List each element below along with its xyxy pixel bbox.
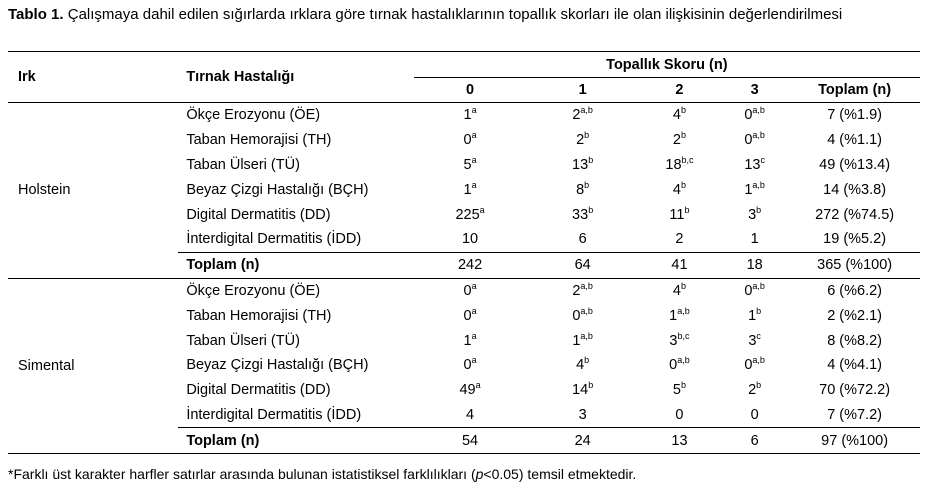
score-2-cell-value: 11 <box>669 206 685 223</box>
score-2-cell-value: 4 <box>672 181 681 198</box>
total-score-1: 24 <box>526 428 639 454</box>
score-2-cell-value: 3 <box>669 332 678 349</box>
score-3-cell <box>720 278 789 303</box>
score-3-cell-value: 13 <box>744 156 761 173</box>
total-cell: 7 (%1.9) <box>827 107 883 124</box>
score-2-cell <box>639 378 720 403</box>
score-0-cell <box>414 202 527 227</box>
total-cell: 272 (%74.5) <box>815 206 895 223</box>
score-2-cell-value: 4 <box>672 282 681 299</box>
score-1-cell-superscript: a,b <box>580 305 593 316</box>
score-1-cell <box>526 303 639 328</box>
disease-cell: Digital Dermatitis (DD) <box>186 382 331 399</box>
disease-cell: İnterdigital Dermatitis (İDD) <box>186 231 362 248</box>
total-score-3: 6 <box>720 428 789 454</box>
score-0-cell-value: 225 <box>455 206 480 223</box>
total-cell: 7 (%7.2) <box>827 406 883 423</box>
score-0-cell <box>414 328 527 353</box>
score-1-cell-value: 2 <box>576 132 585 149</box>
score-3-cell <box>720 103 789 128</box>
table-row <box>8 103 920 128</box>
score-0-cell <box>414 378 527 403</box>
score-1-cell <box>526 103 639 128</box>
score-2-cell-superscript: b <box>680 380 686 391</box>
score-2-cell-value: 2 <box>672 132 681 149</box>
score-3-cell-value: 1 <box>748 307 757 324</box>
score-0-cell <box>414 128 527 153</box>
score-0-cell-superscript: a <box>471 330 477 341</box>
score-3-cell <box>720 303 789 328</box>
score-1-cell-superscript: b <box>584 355 590 366</box>
score-3-cell <box>720 153 789 178</box>
score-2-cell-value: 0 <box>675 406 684 423</box>
table-label: Tablo 1. <box>8 6 64 23</box>
score-2-cell-value: 5 <box>672 382 681 399</box>
total-label: Toplam (n) <box>178 252 413 278</box>
score-2-cell <box>639 403 720 428</box>
score-0-cell <box>414 353 527 378</box>
header-row-1 <box>8 52 920 78</box>
score-1-cell <box>526 128 639 153</box>
breed-cell: Simental <box>8 278 178 454</box>
score-2-cell <box>639 303 720 328</box>
footnote <box>8 466 636 482</box>
score-0-cell-superscript: a <box>479 204 485 215</box>
disease-cell: Digital Dermatitis (DD) <box>186 206 331 223</box>
score-2-cell-superscript: b <box>684 204 690 215</box>
score-3-cell-value: 0 <box>744 282 753 299</box>
score-0-cell-superscript: a <box>471 355 477 366</box>
score-0-cell-superscript: a <box>475 380 481 391</box>
table-caption <box>8 6 920 24</box>
score-3-cell-superscript: a,b <box>752 280 765 291</box>
total-cell: 2 (%2.1) <box>827 307 883 324</box>
total-score-3: 18 <box>720 252 789 278</box>
score-0-cell-superscript: a <box>471 179 477 190</box>
score-1-cell <box>526 227 639 252</box>
score-3-cell <box>720 177 789 202</box>
score-0-cell-superscript: a <box>471 305 477 316</box>
score-2-cell <box>639 353 720 378</box>
score-3-cell-superscript: b <box>756 380 762 391</box>
score-0-cell <box>414 403 527 428</box>
header-score-0: 0 <box>414 78 527 103</box>
footnote-after: <0.05) temsil etmektedir. <box>483 466 637 482</box>
total-cell: 49 (%13.4) <box>819 156 891 173</box>
score-0-cell-value: 1 <box>463 332 472 349</box>
score-1-cell-superscript: a,b <box>580 280 593 291</box>
score-3-cell-value: 0 <box>744 107 753 124</box>
score-0-cell <box>414 177 527 202</box>
total-overall: 97 (%100) <box>789 428 920 454</box>
score-1-cell-value: 2 <box>572 282 581 299</box>
header-breed: Irk <box>8 52 178 103</box>
score-2-cell <box>639 278 720 303</box>
score-2-cell <box>639 103 720 128</box>
score-1-cell-superscript: b <box>584 130 590 141</box>
score-2-cell-value: 1 <box>669 307 678 324</box>
score-3-cell-value: 3 <box>748 206 757 223</box>
score-3-cell <box>720 227 789 252</box>
score-2-cell-superscript: b <box>680 130 686 141</box>
disease-cell: Taban Ülseri (TÜ) <box>186 156 300 173</box>
disease-cell: Beyaz Çizgi Hastalığı (BÇH) <box>186 357 369 374</box>
score-2-cell-superscript: a,b <box>677 355 690 366</box>
disease-cell: Ökçe Erozyonu (ÖE) <box>186 282 321 299</box>
lameness-table <box>8 51 920 454</box>
score-1-cell-value: 1 <box>572 332 581 349</box>
score-0-cell-value: 49 <box>459 382 476 399</box>
header-total: Toplam (n) <box>789 78 920 103</box>
score-3-cell <box>720 202 789 227</box>
score-3-cell-superscript: a,b <box>752 179 765 190</box>
disease-cell: Taban Hemorajisi (TH) <box>186 132 332 149</box>
score-2-cell-value: 2 <box>675 231 684 248</box>
score-1-cell-value: 4 <box>576 357 585 374</box>
score-0-cell-value: 0 <box>463 282 472 299</box>
score-2-cell-superscript: a,b <box>677 305 690 316</box>
score-1-cell-superscript: a,b <box>580 105 593 116</box>
score-2-cell-value: 4 <box>672 107 681 124</box>
score-1-cell <box>526 328 639 353</box>
score-0-cell-superscript: a <box>471 154 477 165</box>
score-2-cell-superscript: b <box>680 105 686 116</box>
score-2-cell <box>639 202 720 227</box>
total-score-0: 54 <box>414 428 527 454</box>
score-0-cell-value: 1 <box>463 181 472 198</box>
footnote-before: *Farklı üst karakter harfler satırlar arasında bulunan istatistiksel farklılıkları ( <box>8 466 476 482</box>
disease-cell: İnterdigital Dermatitis (İDD) <box>186 406 362 423</box>
disease-cell: Taban Ülseri (TÜ) <box>186 332 300 349</box>
score-3-cell-superscript: b <box>756 305 762 316</box>
score-1-cell <box>526 177 639 202</box>
header-score-2: 2 <box>639 78 720 103</box>
score-1-cell <box>526 202 639 227</box>
score-0-cell-value: 10 <box>461 231 479 248</box>
score-3-cell-superscript: a,b <box>752 355 765 366</box>
total-cell: 4 (%4.1) <box>827 357 883 374</box>
score-3-cell-value: 1 <box>744 181 753 198</box>
score-0-cell-superscript: a <box>471 280 477 291</box>
total-cell: 8 (%8.2) <box>827 332 883 349</box>
score-3-cell-superscript: a,b <box>752 105 765 116</box>
total-cell: 6 (%6.2) <box>827 282 883 299</box>
total-label: Toplam (n) <box>178 428 413 454</box>
footnote-p: p <box>475 466 484 482</box>
score-1-cell-value: 8 <box>576 181 585 198</box>
score-3-cell-value: 3 <box>748 332 757 349</box>
table-row <box>8 278 920 303</box>
score-1-cell-superscript: a,b <box>580 330 593 341</box>
score-1-cell <box>526 278 639 303</box>
header-score-group: Topallık Skoru (n) <box>414 52 920 78</box>
total-score-2: 41 <box>639 252 720 278</box>
score-3-cell <box>720 403 789 428</box>
score-3-cell <box>720 328 789 353</box>
score-1-cell-value: 6 <box>578 231 587 248</box>
score-1-cell-value: 2 <box>572 107 581 124</box>
score-3-cell-value: 1 <box>750 231 759 248</box>
score-1-cell <box>526 153 639 178</box>
score-2-cell-superscript: b <box>680 179 686 190</box>
score-0-cell <box>414 153 527 178</box>
score-2-cell <box>639 177 720 202</box>
header-score-1: 1 <box>526 78 639 103</box>
score-1-cell-value: 13 <box>572 156 589 173</box>
score-1-cell <box>526 378 639 403</box>
score-2-cell <box>639 227 720 252</box>
breed-cell: Holstein <box>8 103 178 279</box>
score-2-cell-superscript: b,c <box>681 154 694 165</box>
score-2-cell <box>639 328 720 353</box>
disease-cell: Ökçe Erozyonu (ÖE) <box>186 107 321 124</box>
score-1-cell-value: 33 <box>572 206 589 223</box>
total-score-0: 242 <box>414 252 527 278</box>
score-3-cell <box>720 378 789 403</box>
score-3-cell <box>720 128 789 153</box>
score-1-cell-superscript: b <box>584 179 590 190</box>
score-2-cell-superscript: b,c <box>677 330 690 341</box>
score-3-cell-superscript: c <box>756 330 761 341</box>
total-score-1: 64 <box>526 252 639 278</box>
score-3-cell-superscript: a,b <box>752 130 765 141</box>
score-0-cell <box>414 227 527 252</box>
score-0-cell-value: 5 <box>463 156 472 173</box>
score-3-cell-superscript: c <box>760 154 765 165</box>
score-0-cell-superscript: a <box>471 105 477 116</box>
score-1-cell-superscript: b <box>588 204 594 215</box>
total-cell: 14 (%3.8) <box>823 181 887 198</box>
score-0-cell-value: 0 <box>463 132 472 149</box>
score-2-cell-superscript: b <box>680 280 686 291</box>
total-cell: 4 (%1.1) <box>827 132 883 149</box>
score-0-cell-value: 0 <box>463 357 472 374</box>
table-caption-text: Çalışmaya dahil edilen sığırlarda ırklara göre tırnak hastalıklarının topallık skorları ile olan ilişkisinin değerlendirilmesi <box>67 6 843 23</box>
score-0-cell-value: 1 <box>463 107 472 124</box>
score-1-cell-value: 0 <box>572 307 581 324</box>
score-3-cell-value: 0 <box>744 132 753 149</box>
total-score-2: 13 <box>639 428 720 454</box>
score-1-cell-superscript: b <box>588 154 594 165</box>
total-cell: 70 (%72.2) <box>819 382 891 399</box>
score-2-cell-value: 18 <box>665 156 682 173</box>
score-0-cell <box>414 103 527 128</box>
score-3-cell-value: 0 <box>744 357 753 374</box>
score-0-cell-value: 4 <box>466 406 475 423</box>
score-0-cell-superscript: a <box>471 130 477 141</box>
score-3-cell <box>720 353 789 378</box>
score-1-cell <box>526 353 639 378</box>
score-2-cell-value: 0 <box>669 357 678 374</box>
header-score-3: 3 <box>720 78 789 103</box>
score-3-cell-value: 2 <box>748 382 757 399</box>
score-2-cell <box>639 153 720 178</box>
score-0-cell-value: 0 <box>463 307 472 324</box>
score-1-cell-value: 14 <box>572 382 589 399</box>
score-1-cell-superscript: b <box>588 380 594 391</box>
total-overall: 365 (%100) <box>789 252 920 278</box>
score-2-cell <box>639 128 720 153</box>
disease-cell: Taban Hemorajisi (TH) <box>186 307 332 324</box>
score-1-cell <box>526 403 639 428</box>
score-0-cell <box>414 303 527 328</box>
header-disease: Tırnak Hastalığı <box>178 52 413 103</box>
score-1-cell-value: 3 <box>578 406 587 423</box>
total-cell: 19 (%5.2) <box>823 231 887 248</box>
score-0-cell <box>414 278 527 303</box>
disease-cell: Beyaz Çizgi Hastalığı (BÇH) <box>186 181 369 198</box>
score-3-cell-value: 0 <box>750 406 759 423</box>
score-3-cell-superscript: b <box>756 204 762 215</box>
